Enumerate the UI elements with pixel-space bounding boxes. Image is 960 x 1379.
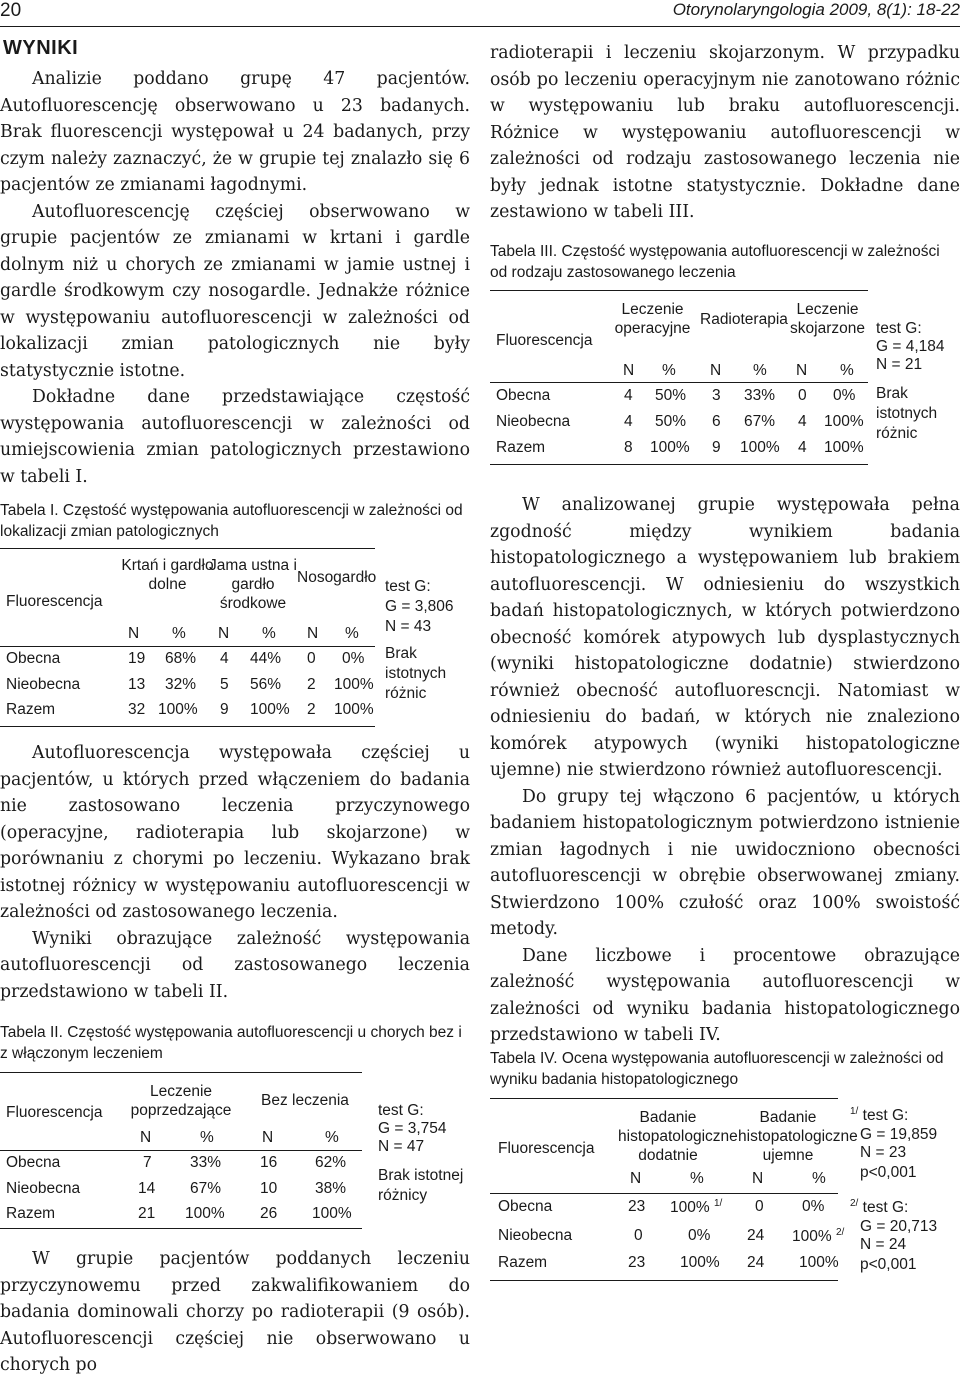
table-cell: 100% <box>799 1254 839 1271</box>
table-cell: 0% <box>802 1198 825 1215</box>
table-cell: 24 <box>747 1254 765 1271</box>
table2 <box>0 1072 470 1232</box>
table-rule <box>490 1098 838 1099</box>
column-header: Badanie histopatologiczne ujemne <box>738 1109 858 1164</box>
column-header: Nosogardło <box>297 569 377 586</box>
stat-text: N = 43 <box>385 618 432 635</box>
paragraph: W grupie pacjentów poddanych leczeniu przyczynowemu przed zakwalifikowaniem do badania dominowali chorzy po radioterapii (9 osób). Autofluorescencji częściej nie obserwowano u chorych po <box>0 1249 470 1375</box>
stat-text: N = 23 <box>860 1144 907 1161</box>
table2-caption <box>0 1022 470 1064</box>
table-caption-text: Ocena występowania autofluorescencji w zależności od wyniku badania histopatologicznego <box>490 1050 944 1088</box>
stat-text: G = 19,859 <box>860 1126 938 1143</box>
column-header-n: N <box>218 625 230 642</box>
table-cell: 2 <box>307 701 316 718</box>
paragraph: Do grupy tej włączono 6 pacjentów, u których badaniem histopatologicznym potwierdzono istnienie zmian łagodnych i nie uwidoczniono obecności autofluorescencji w obrębie obserwowanej zmiany. Stwierdzono 100% czułość oraz 100% swoistość metody. <box>490 786 960 939</box>
row-label: Nieobecna <box>6 676 81 693</box>
table-rule <box>490 290 868 291</box>
footnote-marker: 1/ <box>850 1106 859 1117</box>
stat-text: G = 3,806 <box>385 598 454 615</box>
table-caption-text: Częstość występowania autofluorescencji w zależności od lokalizacji zmian patologicznych <box>0 502 463 540</box>
paragraph: Dane liczbowe i procentowe obrazujące zależność występowania autofluorescencji w zależności od wyniku badania histopatologicznego przedstawiono w tabeli IV. <box>490 945 960 1045</box>
table-cell: 10 <box>260 1180 278 1197</box>
table-cell: 0 <box>798 387 807 404</box>
table-cell: 100% <box>824 413 864 430</box>
table4-caption <box>490 1048 960 1090</box>
row-label: Obecna <box>496 387 551 404</box>
table-cell: 100% <box>824 439 864 456</box>
row-header: Fluorescencja <box>498 1140 595 1157</box>
stat-text: Brak istotnych różnic <box>385 645 447 702</box>
column-header-n: N <box>140 1129 152 1146</box>
stat-text: p<0,001 <box>860 1164 917 1181</box>
table-cell: 8 <box>624 439 633 456</box>
row-label: Razem <box>498 1254 548 1271</box>
table-cell: 3 <box>712 387 721 404</box>
row-header: Fluorescencja <box>6 1104 103 1121</box>
column-header-pct: % <box>345 625 359 642</box>
stat-text: G = 3,754 <box>378 1120 447 1137</box>
table-cell: 23 <box>628 1254 646 1271</box>
table-cell-value: 100% <box>670 1199 710 1217</box>
table-caption-text: Częstość występowania autofluorescencji u chorych bez i z włączonym leczeniem <box>0 1024 462 1062</box>
column-header: Bez leczenia <box>261 1092 349 1109</box>
table-cell: 100% <box>312 1205 352 1222</box>
table-cell: 100% <box>740 439 780 456</box>
paragraph: Autofluorescencję częściej obserwowano w grupie pacjentów ze zmianami w krtani i gardle dolnym niż u chorych ze zmianami w jamie ustnej i gardle środkowym czy nosogardle. Jednakże różnice w występowaniu autofluorescencji w zależności od lokalizacji zmian patologicznych nie były statystycznie istotne. <box>0 201 470 381</box>
row-header: Fluorescencja <box>496 332 593 349</box>
column-header-pct: % <box>840 362 854 379</box>
column-header-pct: % <box>325 1129 339 1146</box>
column-header-pct: % <box>172 625 186 642</box>
table-label: Tabela II. <box>0 1024 63 1041</box>
table-rule <box>0 1150 362 1151</box>
table-cell: 4 <box>220 650 229 667</box>
table-cell: 21 <box>138 1205 156 1222</box>
table-cell: 38% <box>315 1180 347 1197</box>
left-text-middle <box>0 740 470 1005</box>
paragraph: Analizie poddano grupę 47 pacjentów. Autofluorescencję obserwowano u 23 badanych. Brak fluorescencji występował u 24 badanych, przy czym należy zaznaczyć, że w grupie tej znalazło się 6 pacjentów ze zmianami łagodnymi. <box>0 69 470 195</box>
footnote-marker: 2/ <box>850 1198 859 1209</box>
stat-text: test G: <box>876 320 922 337</box>
table-rule <box>490 1193 838 1194</box>
table-rule <box>0 1228 362 1229</box>
table-cell: 23 <box>628 1198 646 1215</box>
table-cell: 100% <box>158 701 198 718</box>
table-cell: 33% <box>744 387 776 404</box>
column-header-pct: % <box>662 362 676 379</box>
table3-caption <box>490 241 960 283</box>
table-cell <box>670 1198 722 1217</box>
row-label: Razem <box>6 1205 56 1222</box>
table3 <box>490 290 960 470</box>
left-text-bottom <box>0 1246 470 1379</box>
table-cell: 0 <box>755 1198 764 1215</box>
table-cell: 4 <box>624 413 633 430</box>
paragraph: radioterapii i leczeniu skojarzonym. W przypadku osób po leczeniu operacyjnym nie zanotowano różnic w występowaniu lub braku autofluorescencji. Różnice w występowaniu autofluorescencji w zależności od rodzaju zastosowanego leczenia nie były jednak istotne statystycznie. Dokładne dane zestawiono w tabeli III. <box>490 43 960 222</box>
row-label: Nieobecna <box>498 1227 573 1244</box>
table-rule <box>490 464 868 465</box>
stat-text <box>850 1198 908 1217</box>
table-rule <box>0 646 375 647</box>
stat-text: test G: <box>378 1102 424 1119</box>
footnote-marker: 1/ <box>713 1198 723 1209</box>
row-label: Nieobecna <box>496 413 571 430</box>
left-text-top <box>0 66 470 490</box>
table-cell: 100% <box>185 1205 225 1222</box>
table-cell: 0% <box>833 387 856 404</box>
paragraph: Dokładne dane przedstawiające częstość występowania autofluorescencji w zależności od umiejscowienia zmian patologicznych przestawiono w tabeli I. <box>0 387 470 487</box>
table-cell: 9 <box>712 439 721 456</box>
table-cell: 2 <box>307 676 316 693</box>
stat-text: G = 4,184 <box>876 338 945 355</box>
stat-text <box>850 1106 908 1125</box>
paragraph: Autofluorescencja występowała częściej u pacjentów, u których przed włączeniem do badania nie zastosowano leczenia przyczynowego (operacyjne, radioterapia lub skojarzone) w porównaniu z chorymi po leczeniu. Wykazano brak istotnej różnicy w występowaniu autofluorescencji w zależności od zastosowanego leczenia. <box>0 743 470 922</box>
table-cell: 0 <box>307 650 316 667</box>
table-cell: 32 <box>128 701 146 718</box>
column-header: Leczenie operacyjne <box>614 301 691 337</box>
row-label: Nieobecna <box>6 1180 81 1197</box>
paragraph: Wyniki obrazujące zależność występowania autofluorescencji od zastosowanego leczenia przedstawiono w tabeli II. <box>0 928 470 1002</box>
column-header-n: N <box>752 1170 764 1187</box>
column-header: Leczenie poprzedzające <box>130 1083 232 1119</box>
table-label: Tabela III. <box>490 243 558 260</box>
stat-text: test G: <box>385 578 431 595</box>
table-rule <box>490 1280 838 1281</box>
table-cell: 0% <box>342 650 365 667</box>
table-cell: 44% <box>250 650 282 667</box>
right-text-middle <box>490 492 960 1049</box>
table-cell: 32% <box>165 676 197 693</box>
row-label: Obecna <box>498 1198 553 1215</box>
table-label: Tabela IV. <box>490 1050 558 1067</box>
table-caption-text: Częstość występowania autofluorescencji w zależności od rodzaju zastosowanego leczenia <box>490 243 940 281</box>
footnote-marker: 2/ <box>835 1227 845 1238</box>
stat-text: Brak istotnych różnic <box>876 385 938 442</box>
table-cell: 5 <box>220 676 229 693</box>
paragraph: W analizowanej grupie występowała pełna zgodność między wynikiem badania histopatologicznego a występowaniem lub brakiem autofluorescencji. W odniesieniu do wszystkich badań histopatologicznych, w których potwierdzono obecność komórek atypowych lub dysplastycznych (wyniki histopatologiczne dodatnie) stwierdzono również obecność autofluorescncji. Natomiast w odniesieniu do badań, w których nie znaleziono komórek atypowych (wyniki histopatologiczne ujemne) nie stwierdzono również autofluorescencji. <box>490 495 960 780</box>
table-rule <box>0 548 375 549</box>
table-cell: 6 <box>712 413 721 430</box>
table-cell: 100% <box>650 439 690 456</box>
right-text-top <box>490 40 960 226</box>
table-cell: 4 <box>624 387 633 404</box>
column-header-n: N <box>796 362 808 379</box>
column-header-n: N <box>710 362 722 379</box>
row-header: Fluorescencja <box>6 593 103 610</box>
row-label: Razem <box>6 701 56 718</box>
table-rule <box>490 382 868 383</box>
column-header-n: N <box>630 1170 642 1187</box>
table-rule <box>0 726 375 727</box>
column-header-pct: % <box>200 1129 214 1146</box>
stat-text-value: test G: <box>862 1107 909 1125</box>
table-cell: 68% <box>165 650 197 667</box>
table-cell: 67% <box>744 413 776 430</box>
column-header: Jama ustna i gardło środkowe <box>209 557 297 612</box>
table4 <box>490 1098 960 1298</box>
stat-text-value: test G: <box>862 1199 909 1217</box>
column-header-n: N <box>307 625 319 642</box>
table-cell: 24 <box>747 1227 765 1244</box>
journal-citation: Otorynolaryngologia 2009, 8(1): 18-22 <box>672 0 960 19</box>
row-label: Obecna <box>6 650 61 667</box>
table-rule <box>0 1072 362 1073</box>
table-cell: 19 <box>128 650 146 667</box>
table-cell: 0% <box>688 1227 711 1244</box>
table-cell: 4 <box>798 413 807 430</box>
section-heading: WYNIKI <box>3 37 79 59</box>
table-cell: 50% <box>655 413 687 430</box>
table-cell <box>792 1227 844 1246</box>
page-number: 20 <box>0 0 22 21</box>
row-label: Razem <box>496 439 546 456</box>
stat-text: N = 47 <box>378 1138 425 1155</box>
table-cell: 9 <box>220 701 229 718</box>
column-header-pct: % <box>812 1170 826 1187</box>
column-header: Krtań i gardło dolne <box>121 557 214 593</box>
table-cell: 100% <box>334 676 374 693</box>
table-cell: 13 <box>128 676 146 693</box>
column-header: Badanie histopatologiczne dodatnie <box>618 1109 738 1164</box>
table-cell: 4 <box>798 439 807 456</box>
table-cell: 67% <box>190 1180 222 1197</box>
column-header-n: N <box>128 625 140 642</box>
header-rule <box>0 26 960 27</box>
stat-text: N = 21 <box>876 356 923 373</box>
table-cell: 14 <box>138 1180 156 1197</box>
row-label: Obecna <box>6 1154 61 1171</box>
table1 <box>0 548 470 728</box>
table-cell: 100% <box>680 1254 720 1271</box>
table1-caption <box>0 500 470 542</box>
stat-text: N = 24 <box>860 1236 907 1253</box>
column-header: Leczenie skojarzone <box>790 301 865 337</box>
table-cell: 26 <box>260 1205 278 1222</box>
table-cell: 100% <box>334 701 374 718</box>
table-cell: 50% <box>655 387 687 404</box>
column-header-n: N <box>623 362 635 379</box>
stat-text: p<0,001 <box>860 1256 917 1273</box>
column-header-n: N <box>262 1129 274 1146</box>
table-cell: 7 <box>143 1154 152 1171</box>
table-cell: 33% <box>190 1154 222 1171</box>
table-cell-value: 100% <box>792 1228 832 1246</box>
table-cell: 62% <box>315 1154 347 1171</box>
table-cell: 100% <box>250 701 290 718</box>
stat-text: Brak istotnej różnicy <box>378 1167 464 1204</box>
stat-text: G = 20,713 <box>860 1218 938 1235</box>
table-cell: 16 <box>260 1154 278 1171</box>
column-header-pct: % <box>262 625 276 642</box>
column-header-pct: % <box>753 362 767 379</box>
column-header: Radioterapia <box>700 311 788 328</box>
table-cell: 0 <box>634 1227 643 1244</box>
table-cell: 56% <box>250 676 282 693</box>
column-header-pct: % <box>690 1170 704 1187</box>
table-label: Tabela I. <box>0 502 59 519</box>
